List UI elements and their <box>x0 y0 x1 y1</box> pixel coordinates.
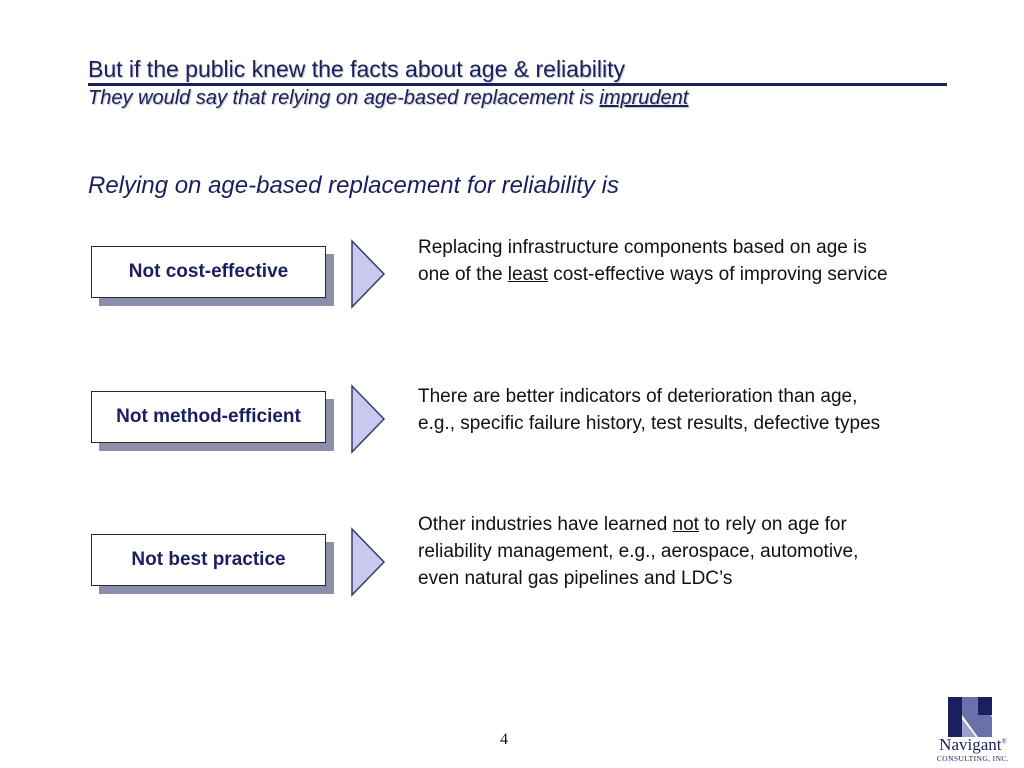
point-label: Not cost-effective <box>128 261 289 282</box>
logo-wordmark <box>924 735 1022 755</box>
point-box <box>91 534 326 586</box>
logo-tagline: CONSULTING, INC. <box>936 754 1010 763</box>
point-label-box <box>91 246 326 298</box>
chevron-right-icon <box>350 384 386 454</box>
description-emphasis: least <box>507 264 548 285</box>
description-text: cost-effective ways of improving service <box>547 264 888 285</box>
title-divider <box>88 83 947 86</box>
slide-title <box>88 55 948 83</box>
description-emphasis: not <box>672 514 699 535</box>
page-number: 4 <box>500 731 508 748</box>
point-label: Not best practice <box>131 549 286 570</box>
point-label-box <box>91 391 326 443</box>
chevron-right-icon <box>350 527 386 597</box>
point-label-box <box>91 534 326 586</box>
chevron-right-icon <box>350 239 386 309</box>
point-box <box>91 246 326 298</box>
description-text: Other industries have learned <box>418 514 673 535</box>
company-logo <box>922 695 1022 765</box>
page-subtitle <box>88 87 688 110</box>
description-text: Replacing infrastructure components based on age is one of the <box>418 237 867 285</box>
trademark-mark: ® <box>1001 737 1007 746</box>
subtitle-emphasis: imprudent <box>599 87 689 109</box>
subtitle-text: They would say that relying on age-based replacement is <box>88 87 600 109</box>
page-title: But if the public knew the facts about age & reliability <box>88 56 625 82</box>
point-description <box>418 234 888 288</box>
point-box <box>91 391 326 443</box>
point-label: Not method-efficient <box>116 406 301 427</box>
logo-name: Navigant <box>939 735 1002 754</box>
description-text: to rely on age for reliability management, e.g., aerospace, automotive, even natural gas pipelines and LDC’s <box>418 514 859 589</box>
navigant-logo-icon <box>948 697 992 737</box>
lead-statement: Relying on age-based replacement for reliability is <box>88 172 619 199</box>
point-description <box>418 383 888 437</box>
point-description <box>418 511 888 592</box>
description-text: There are better indicators of deterioration than age, e.g., specific failure history, test results, defective types <box>418 386 881 434</box>
